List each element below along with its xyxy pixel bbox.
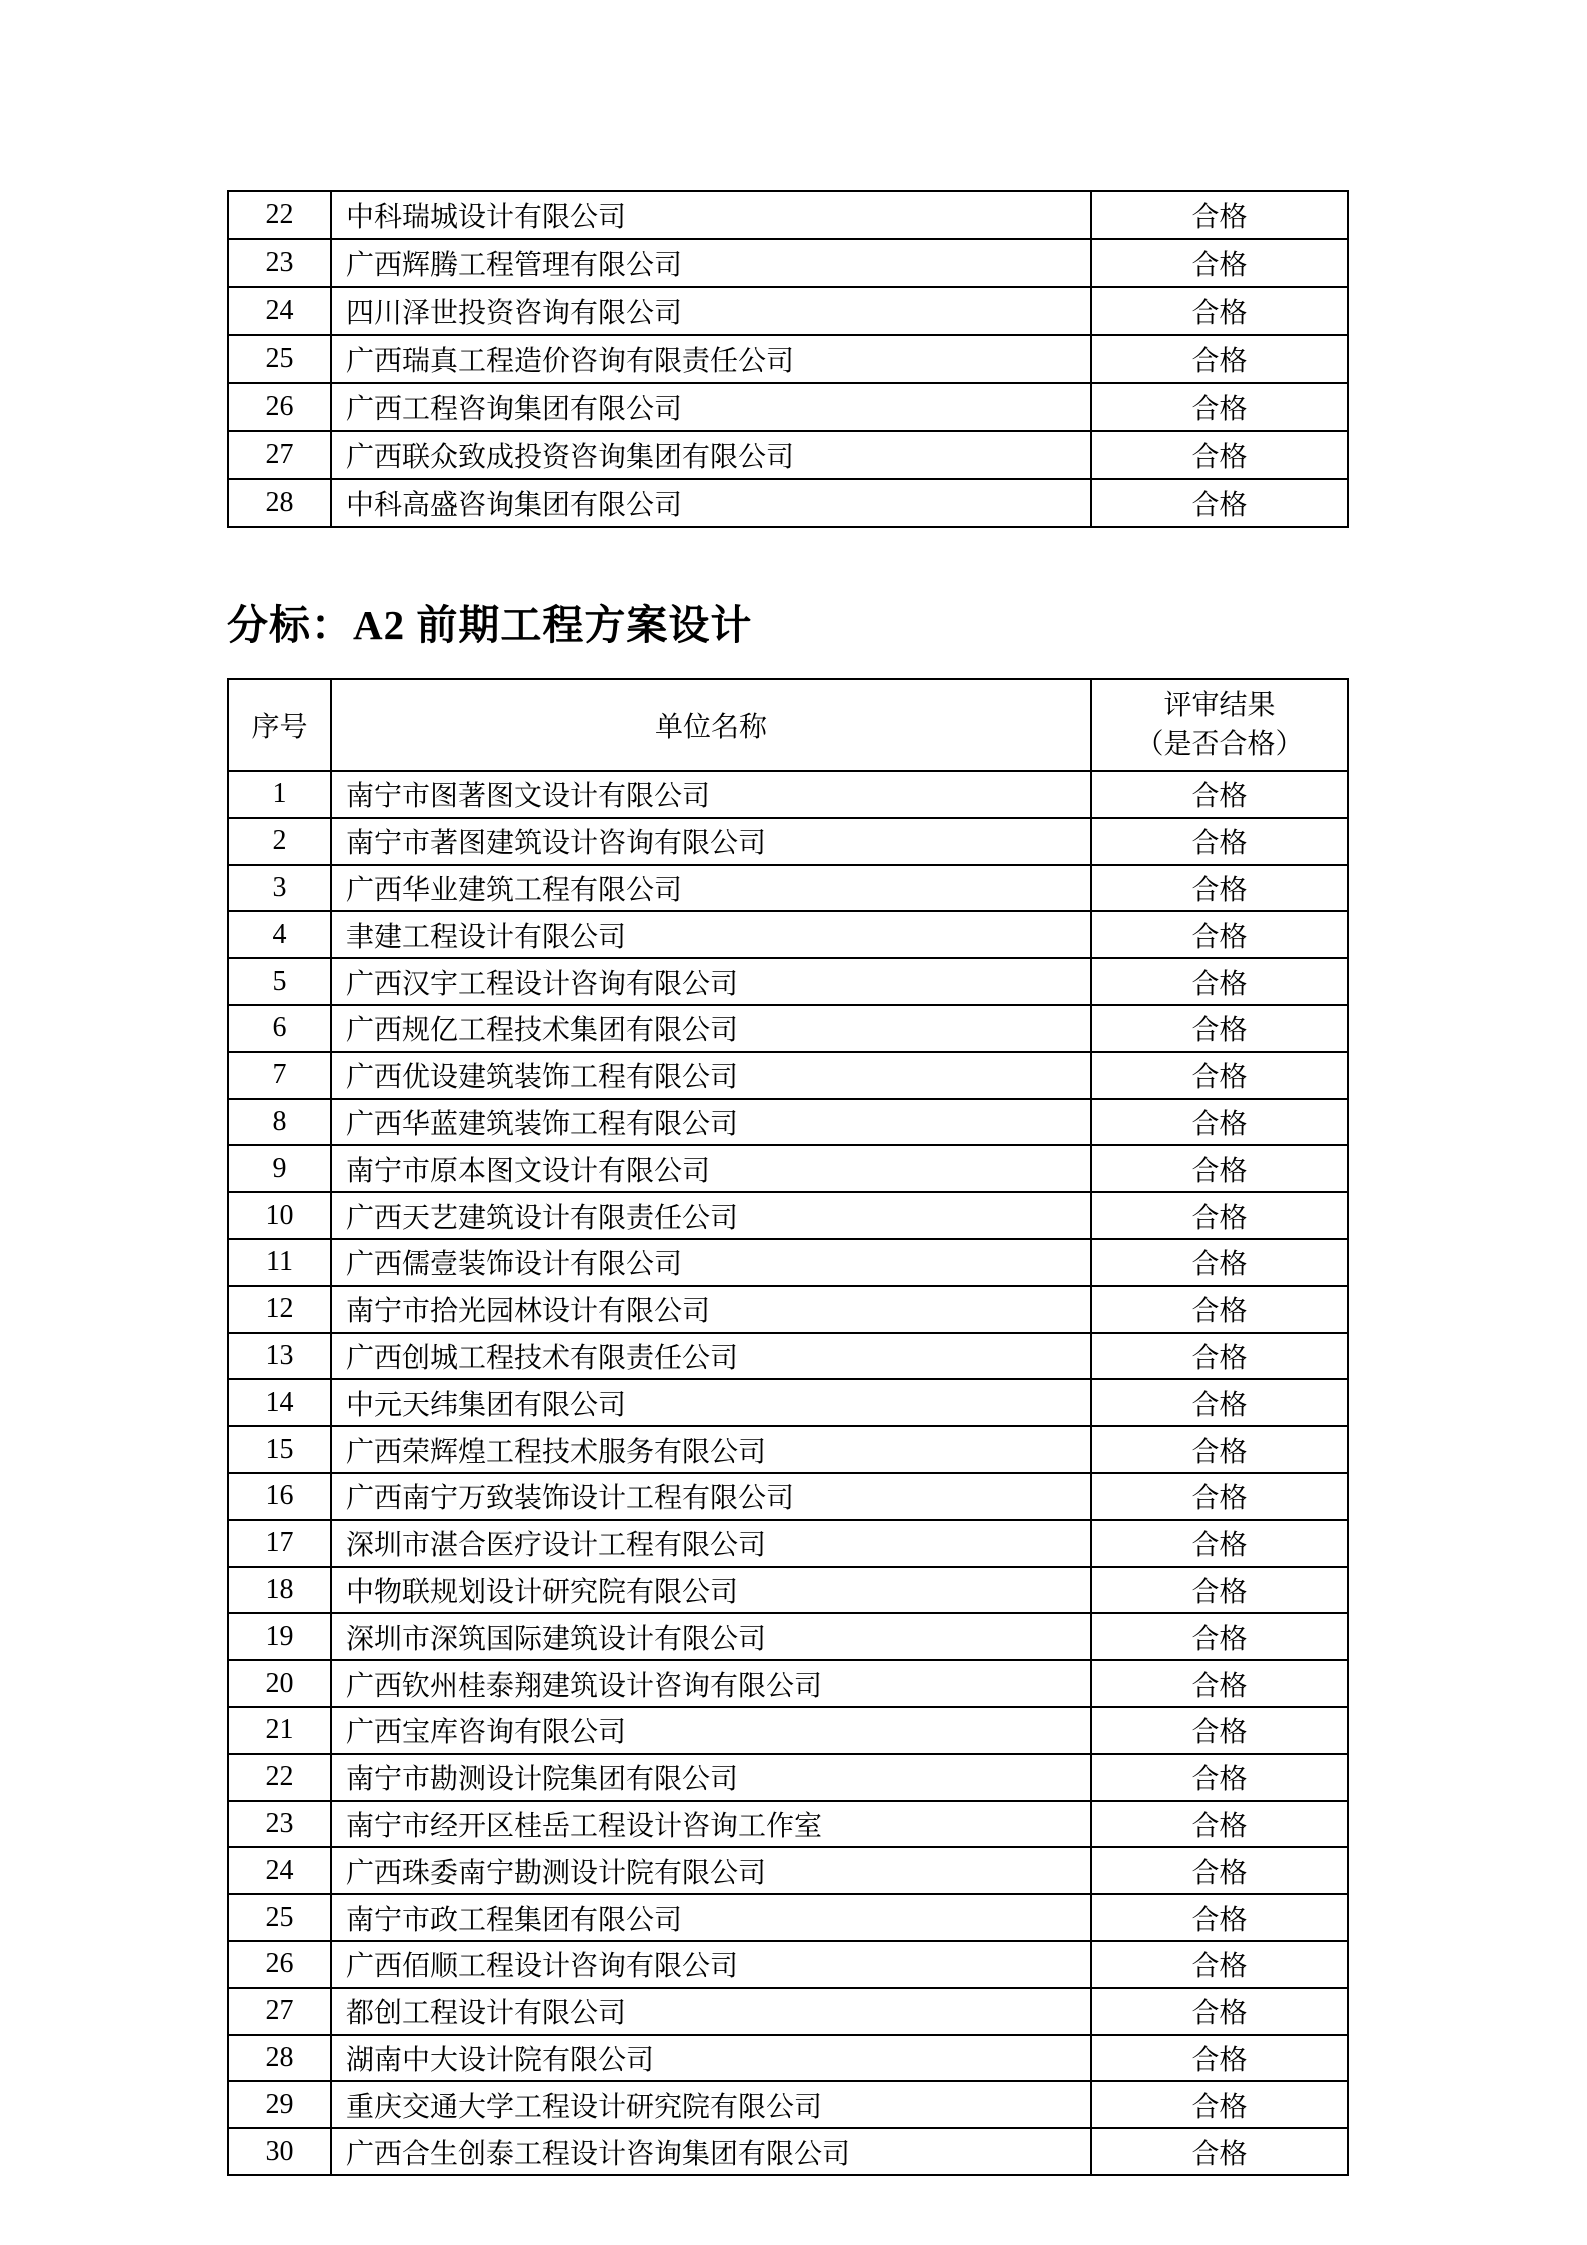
row-review-result: 合格 (1091, 1801, 1348, 1848)
row-review-result: 合格 (1091, 958, 1348, 1005)
row-review-result: 合格 (1091, 1520, 1348, 1567)
row-company-name: 广西儒壹装饰设计有限公司 (331, 1239, 1091, 1286)
table-row (228, 1005, 1348, 1052)
row-serial-number: 24 (228, 287, 331, 335)
row-company-name: 湖南中大设计院有限公司 (331, 2035, 1091, 2082)
row-company-name: 南宁市原本图文设计有限公司 (331, 1145, 1091, 1192)
row-company-name: 南宁市著图建筑设计咨询有限公司 (331, 818, 1091, 865)
row-company-name: 南宁市拾光园林设计有限公司 (331, 1286, 1091, 1333)
row-company-name: 广西宝库咨询有限公司 (331, 1707, 1091, 1754)
row-company-name: 重庆交通大学工程设计研究院有限公司 (331, 2081, 1091, 2128)
table-row (228, 2035, 1348, 2082)
table-row (228, 1099, 1348, 1146)
table-row (228, 818, 1348, 865)
row-review-result: 合格 (1091, 818, 1348, 865)
row-company-name: 广西瑞真工程造价咨询有限责任公司 (331, 335, 1091, 383)
row-company-name: 广西华业建筑工程有限公司 (331, 865, 1091, 912)
row-serial-number: 30 (228, 2128, 331, 2175)
row-review-result: 合格 (1091, 383, 1348, 431)
row-serial-number: 23 (228, 1801, 331, 1848)
row-company-name: 四川泽世投资咨询有限公司 (331, 287, 1091, 335)
table-row (228, 1145, 1348, 1192)
row-serial-number: 9 (228, 1145, 331, 1192)
row-serial-number: 15 (228, 1426, 331, 1473)
table-row (228, 1613, 1348, 1660)
section-title: 分标：A2 前期工程方案设计 (227, 602, 753, 648)
row-serial-number: 16 (228, 1473, 331, 1520)
row-company-name: 广西华蓝建筑装饰工程有限公司 (331, 1099, 1091, 1146)
row-serial-number: 28 (228, 479, 331, 527)
table-row (228, 1473, 1348, 1520)
table-row (228, 865, 1348, 912)
row-review-result: 合格 (1091, 1379, 1348, 1426)
row-company-name: 广西工程咨询集团有限公司 (331, 383, 1091, 431)
column-header-review-result-line2: （是否合格） (1135, 729, 1304, 760)
row-review-result: 合格 (1091, 191, 1348, 239)
row-review-result: 合格 (1091, 1567, 1348, 1614)
row-serial-number: 26 (228, 1941, 331, 1988)
table-row (228, 1801, 1348, 1848)
table-row (228, 1894, 1348, 1941)
table-row (228, 1333, 1348, 1380)
row-review-result: 合格 (1091, 1660, 1348, 1707)
row-serial-number: 28 (228, 2035, 331, 2082)
row-serial-number: 7 (228, 1052, 331, 1099)
row-review-result: 合格 (1091, 335, 1348, 383)
row-review-result: 合格 (1091, 1286, 1348, 1333)
row-company-name: 广西合生创泰工程设计咨询集团有限公司 (331, 2128, 1091, 2175)
row-serial-number: 25 (228, 1894, 331, 1941)
row-company-name: 广西联众致成投资咨询集团有限公司 (331, 431, 1091, 479)
table-row (228, 1567, 1348, 1614)
table-row (228, 335, 1348, 383)
row-company-name: 中科高盛咨询集团有限公司 (331, 479, 1091, 527)
table-row (228, 1052, 1348, 1099)
row-company-name: 广西南宁万致装饰设计工程有限公司 (331, 1473, 1091, 1520)
row-company-name: 广西创城工程技术有限责任公司 (331, 1333, 1091, 1380)
row-company-name: 南宁市经开区桂岳工程设计咨询工作室 (331, 1801, 1091, 1848)
row-serial-number: 12 (228, 1286, 331, 1333)
row-serial-number: 29 (228, 2081, 331, 2128)
column-header-company-name: 单位名称 (331, 679, 1091, 771)
row-serial-number: 22 (228, 191, 331, 239)
table-row (228, 479, 1348, 527)
row-company-name: 广西佰顺工程设计咨询有限公司 (331, 1941, 1091, 1988)
row-review-result: 合格 (1091, 1099, 1348, 1146)
row-serial-number: 25 (228, 335, 331, 383)
row-serial-number: 23 (228, 239, 331, 287)
row-company-name: 中元天纬集团有限公司 (331, 1379, 1091, 1426)
row-serial-number: 5 (228, 958, 331, 1005)
row-company-name: 广西优设建筑装饰工程有限公司 (331, 1052, 1091, 1099)
table-header-row (228, 679, 1348, 771)
table-row (228, 1847, 1348, 1894)
row-review-result: 合格 (1091, 2035, 1348, 2082)
row-review-result: 合格 (1091, 479, 1348, 527)
row-serial-number: 22 (228, 1754, 331, 1801)
row-company-name: 深圳市湛合医疗设计工程有限公司 (331, 1520, 1091, 1567)
row-company-name: 广西荣辉煌工程技术服务有限公司 (331, 1426, 1091, 1473)
row-review-result: 合格 (1091, 2081, 1348, 2128)
table-row (228, 1707, 1348, 1754)
row-review-result: 合格 (1091, 865, 1348, 912)
row-serial-number: 4 (228, 911, 331, 958)
row-review-result: 合格 (1091, 1005, 1348, 1052)
table-row (228, 958, 1348, 1005)
row-serial-number: 11 (228, 1239, 331, 1286)
table-row (228, 1286, 1348, 1333)
table-row (228, 911, 1348, 958)
table-row (228, 431, 1348, 479)
review-result-table-continued (227, 190, 1349, 528)
table-row (228, 1379, 1348, 1426)
row-review-result: 合格 (1091, 771, 1348, 818)
row-company-name: 广西规亿工程技术集团有限公司 (331, 1005, 1091, 1052)
row-company-name: 中物联规划设计研究院有限公司 (331, 1567, 1091, 1614)
row-company-name: 南宁市勘测设计院集团有限公司 (331, 1754, 1091, 1801)
row-company-name: 广西珠委南宁勘测设计院有限公司 (331, 1847, 1091, 1894)
row-company-name: 都创工程设计有限公司 (331, 1988, 1091, 2035)
table-row (228, 1192, 1348, 1239)
row-serial-number: 18 (228, 1567, 331, 1614)
column-header-review-result (1091, 679, 1348, 771)
table-row (228, 191, 1348, 239)
column-header-serial-number: 序号 (228, 679, 331, 771)
table-row (228, 383, 1348, 431)
row-review-result: 合格 (1091, 1847, 1348, 1894)
table-row (228, 1941, 1348, 1988)
row-company-name: 广西汉宇工程设计咨询有限公司 (331, 958, 1091, 1005)
row-serial-number: 3 (228, 865, 331, 912)
row-review-result: 合格 (1091, 1473, 1348, 1520)
table-row (228, 287, 1348, 335)
row-review-result: 合格 (1091, 1613, 1348, 1660)
row-review-result: 合格 (1091, 1754, 1348, 1801)
row-serial-number: 26 (228, 383, 331, 431)
row-serial-number: 20 (228, 1660, 331, 1707)
row-company-name: 南宁市政工程集团有限公司 (331, 1894, 1091, 1941)
row-review-result: 合格 (1091, 239, 1348, 287)
row-review-result: 合格 (1091, 1333, 1348, 1380)
row-company-name: 广西钦州桂泰翔建筑设计咨询有限公司 (331, 1660, 1091, 1707)
row-serial-number: 27 (228, 1988, 331, 2035)
row-review-result: 合格 (1091, 1239, 1348, 1286)
review-result-table-a2 (227, 678, 1349, 2176)
row-review-result: 合格 (1091, 1941, 1348, 1988)
row-serial-number: 13 (228, 1333, 331, 1380)
row-serial-number: 19 (228, 1613, 331, 1660)
row-review-result: 合格 (1091, 431, 1348, 479)
row-review-result: 合格 (1091, 1426, 1348, 1473)
row-review-result: 合格 (1091, 1988, 1348, 2035)
row-company-name: 中科瑞城设计有限公司 (331, 191, 1091, 239)
row-company-name: 聿建工程设计有限公司 (331, 911, 1091, 958)
row-review-result: 合格 (1091, 1894, 1348, 1941)
row-serial-number: 10 (228, 1192, 331, 1239)
row-review-result: 合格 (1091, 287, 1348, 335)
table-row (228, 1754, 1348, 1801)
table-row (228, 2081, 1348, 2128)
row-review-result: 合格 (1091, 1192, 1348, 1239)
row-serial-number: 14 (228, 1379, 331, 1426)
row-serial-number: 6 (228, 1005, 331, 1052)
row-company-name: 深圳市深筑国际建筑设计有限公司 (331, 1613, 1091, 1660)
row-serial-number: 24 (228, 1847, 331, 1894)
row-review-result: 合格 (1091, 1145, 1348, 1192)
row-serial-number: 17 (228, 1520, 331, 1567)
row-company-name: 广西辉腾工程管理有限公司 (331, 239, 1091, 287)
table-row (228, 239, 1348, 287)
table-row (228, 2128, 1348, 2175)
column-header-review-result-line1: 评审结果 (1163, 689, 1276, 721)
row-serial-number: 27 (228, 431, 331, 479)
row-review-result: 合格 (1091, 2128, 1348, 2175)
row-serial-number: 1 (228, 771, 331, 818)
row-serial-number: 8 (228, 1099, 331, 1146)
table-row (228, 1988, 1348, 2035)
table-row (228, 1426, 1348, 1473)
row-serial-number: 21 (228, 1707, 331, 1754)
table-row (228, 1660, 1348, 1707)
table-row (228, 1520, 1348, 1567)
row-review-result: 合格 (1091, 1052, 1348, 1099)
row-serial-number: 2 (228, 818, 331, 865)
row-company-name: 广西天艺建筑设计有限责任公司 (331, 1192, 1091, 1239)
table-row (228, 771, 1348, 818)
row-review-result: 合格 (1091, 1707, 1348, 1754)
row-review-result: 合格 (1091, 911, 1348, 958)
row-company-name: 南宁市图著图文设计有限公司 (331, 771, 1091, 818)
table-row (228, 1239, 1348, 1286)
